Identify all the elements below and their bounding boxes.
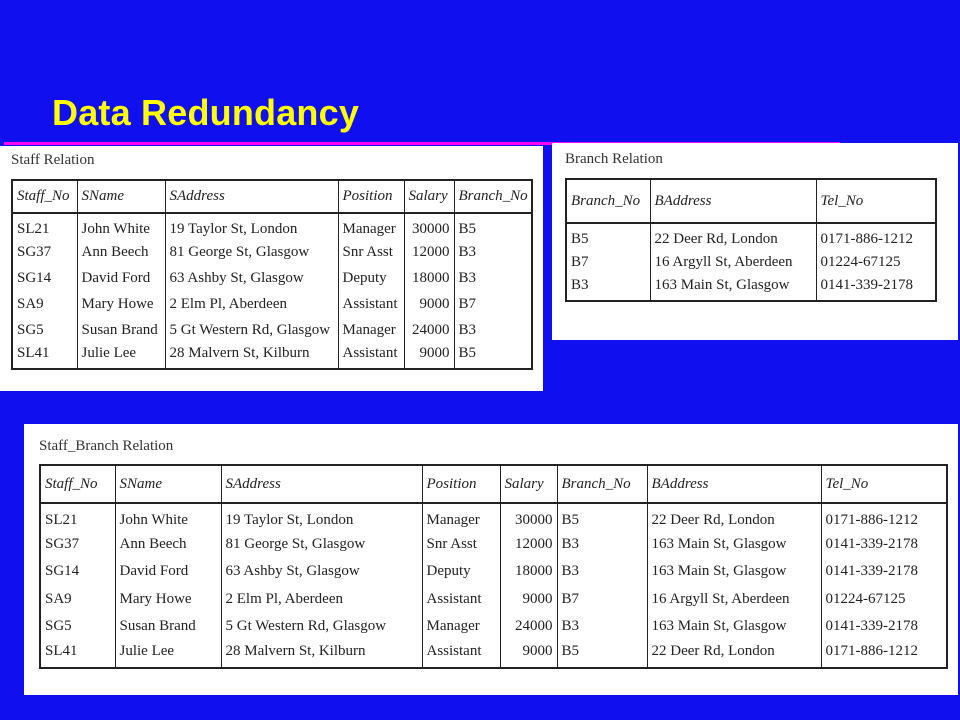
- table-cell: 81 George St, Glasgow: [221, 531, 422, 559]
- table-cell: Manager: [338, 317, 404, 343]
- table-cell: 12000: [404, 239, 454, 265]
- staff-relation-caption: Staff Relation: [11, 152, 95, 168]
- table-cell: Mary Howe: [77, 291, 165, 317]
- table-cell: B3: [458, 269, 477, 286]
- table-row: [40, 531, 947, 559]
- table-row: [566, 249, 936, 275]
- table-header-row: [12, 180, 532, 213]
- table-cell: Assistant: [422, 586, 500, 614]
- column-header: Tel_No: [816, 179, 936, 223]
- table-cell: B5: [557, 503, 647, 531]
- table-cell: 5 Gt Western Rd, Glasgow: [221, 613, 422, 641]
- column-header: Tel_No: [821, 465, 947, 503]
- table-cell: Susan Brand: [115, 613, 221, 641]
- table-row: [12, 343, 532, 369]
- table-row: [40, 641, 947, 669]
- table-cell: 163 Main St, Glasgow: [647, 531, 821, 559]
- table-row: [40, 586, 947, 614]
- table-cell: 5 Gt Western Rd, Glasgow: [165, 317, 338, 343]
- table-cell: 163 Main St, Glasgow: [647, 613, 821, 641]
- table-cell: Assistant: [338, 291, 404, 317]
- table-cell: 0141-339-2178: [820, 277, 913, 293]
- column-header: SAddress: [221, 465, 422, 503]
- table-header-row: [40, 465, 947, 503]
- table-cell: B5: [458, 345, 477, 361]
- table-cell: 63 Ashby St, Glasgow: [221, 558, 422, 586]
- table-cell: Manager: [422, 503, 500, 531]
- table-cell: 63 Ashby St, Glasgow: [165, 265, 338, 291]
- table-cell: 0171-886-1212: [825, 511, 918, 528]
- table-cell: B7: [557, 586, 647, 614]
- table-cell: SA9: [40, 586, 115, 614]
- table-cell: 0171-886-1212: [825, 643, 918, 660]
- table-cell: 30000: [500, 503, 557, 531]
- table-cell: Snr Asst: [422, 531, 500, 559]
- column-header: Salary: [404, 180, 454, 213]
- table-cell: SG5: [40, 613, 115, 641]
- table-cell: 30000: [404, 213, 454, 239]
- column-header: Branch_No: [454, 180, 532, 213]
- staff-branch-relation-body: [40, 503, 947, 668]
- table-cell: SG14: [12, 265, 77, 291]
- table-cell: 0141-339-2178: [825, 535, 918, 552]
- table-cell: David Ford: [77, 265, 165, 291]
- table-cell: 9000: [404, 343, 454, 369]
- table-cell: SG5: [12, 317, 77, 343]
- table-row: [12, 239, 532, 265]
- table-cell: SL41: [12, 343, 77, 369]
- table-cell: 2 Elm Pl, Aberdeen: [165, 291, 338, 317]
- table-cell: Mary Howe: [115, 586, 221, 614]
- table-cell: 24000: [404, 317, 454, 343]
- table-cell: SL21: [40, 503, 115, 531]
- column-header: Position: [422, 465, 500, 503]
- table-cell: Manager: [422, 613, 500, 641]
- table-cell: SL41: [40, 641, 115, 669]
- table-cell: 01224-67125: [820, 253, 901, 270]
- table-cell: 0171-886-1212: [820, 231, 913, 247]
- table-cell: 22 Deer Rd, London: [647, 641, 821, 669]
- table-cell: B3: [566, 275, 650, 301]
- table-cell: 28 Malvern St, Kilburn: [165, 343, 338, 369]
- column-header: Staff_No: [40, 465, 115, 503]
- table-cell: 16 Argyll St, Aberdeen: [647, 586, 821, 614]
- table-cell: B3: [557, 531, 647, 559]
- table-cell: David Ford: [115, 558, 221, 586]
- table-cell: B5: [458, 221, 477, 237]
- branch-relation-caption: Branch Relation: [565, 151, 663, 167]
- table-cell: John White: [77, 213, 165, 239]
- column-header: Staff_No: [12, 180, 77, 213]
- table-row: [566, 223, 936, 249]
- table-cell: B3: [458, 243, 477, 260]
- branch-relation-panel: [552, 143, 958, 340]
- table-cell: Snr Asst: [338, 239, 404, 265]
- table-cell: 9000: [500, 586, 557, 614]
- staff-relation-body: [12, 213, 532, 369]
- staff-branch-relation-caption: Staff_Branch Relation: [39, 438, 174, 454]
- table-cell: 28 Malvern St, Kilburn: [221, 641, 422, 669]
- table-cell: Assistant: [422, 641, 500, 669]
- staff-branch-relation-panel: [24, 424, 958, 695]
- table-cell: Deputy: [338, 265, 404, 291]
- branch-relation-table: [565, 178, 937, 302]
- table-cell: Julie Lee: [77, 343, 165, 369]
- table-cell: 19 Taylor St, London: [165, 213, 338, 239]
- table-cell: 18000: [500, 558, 557, 586]
- column-header: Salary: [500, 465, 557, 503]
- table-cell: John White: [115, 503, 221, 531]
- staff-branch-relation-table: [39, 464, 948, 669]
- table-row: [12, 317, 532, 343]
- table-cell: SL21: [12, 213, 77, 239]
- column-header: SName: [77, 180, 165, 213]
- staff-relation-table: [11, 179, 533, 370]
- table-cell: 81 George St, Glasgow: [165, 239, 338, 265]
- column-header: BAddress: [650, 179, 816, 223]
- column-header: Position: [338, 180, 404, 213]
- table-cell: 18000: [404, 265, 454, 291]
- table-cell: 01224-67125: [825, 590, 906, 607]
- table-cell: B5: [566, 223, 650, 249]
- table-row: [12, 213, 532, 239]
- table-cell: Julie Lee: [115, 641, 221, 669]
- staff-relation-panel: [0, 146, 543, 391]
- table-cell: 22 Deer Rd, London: [650, 223, 816, 249]
- table-cell: 9000: [404, 291, 454, 317]
- table-cell: 0141-339-2178: [825, 618, 918, 635]
- column-header: Branch_No: [566, 179, 650, 223]
- table-cell: Susan Brand: [77, 317, 165, 343]
- column-header: SAddress: [165, 180, 338, 213]
- table-cell: Ann Beech: [77, 239, 165, 265]
- column-header: SName: [115, 465, 221, 503]
- table-row: [12, 291, 532, 317]
- table-cell: SG14: [40, 558, 115, 586]
- slide-title: Data Redundancy: [52, 92, 360, 133]
- branch-relation-body: [566, 223, 936, 301]
- table-cell: SG37: [40, 531, 115, 559]
- table-cell: SA9: [12, 291, 77, 317]
- table-cell: 12000: [500, 531, 557, 559]
- table-cell: 24000: [500, 613, 557, 641]
- table-cell: 163 Main St, Glasgow: [650, 275, 816, 301]
- table-cell: B7: [458, 295, 477, 312]
- table-row: [12, 265, 532, 291]
- table-cell: B3: [557, 558, 647, 586]
- table-cell: Manager: [338, 213, 404, 239]
- table-row: [40, 503, 947, 531]
- table-cell: 22 Deer Rd, London: [647, 503, 821, 531]
- table-cell: B7: [566, 249, 650, 275]
- column-header: Branch_No: [557, 465, 647, 503]
- table-cell: 2 Elm Pl, Aberdeen: [221, 586, 422, 614]
- table-cell: B3: [557, 613, 647, 641]
- table-cell: B3: [458, 321, 477, 338]
- table-cell: SG37: [12, 239, 77, 265]
- column-header: BAddress: [647, 465, 821, 503]
- table-header-row: [566, 179, 936, 223]
- table-cell: Ann Beech: [115, 531, 221, 559]
- table-row: [40, 558, 947, 586]
- table-cell: 9000: [500, 641, 557, 669]
- table-cell: Deputy: [422, 558, 500, 586]
- table-row: [40, 613, 947, 641]
- table-cell: Assistant: [338, 343, 404, 369]
- table-cell: 0141-339-2178: [825, 563, 918, 580]
- table-cell: 19 Taylor St, London: [221, 503, 422, 531]
- table-cell: 163 Main St, Glasgow: [647, 558, 821, 586]
- table-cell: 16 Argyll St, Aberdeen: [650, 249, 816, 275]
- table-row: [566, 275, 936, 301]
- table-cell: B5: [557, 641, 647, 669]
